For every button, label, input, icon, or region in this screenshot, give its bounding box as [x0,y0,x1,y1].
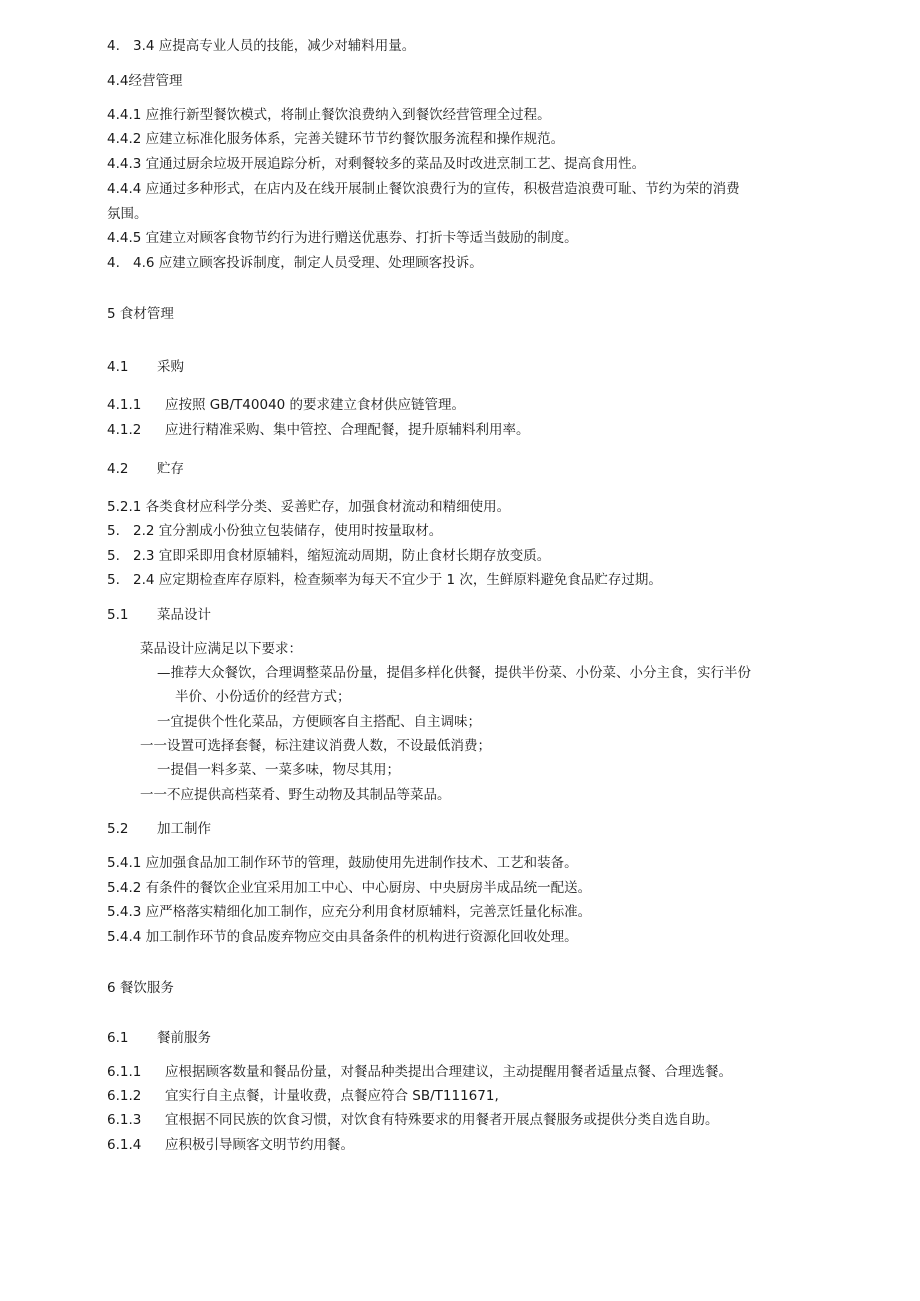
line-number: 5. [107,548,120,564]
line-text: 宜实行自主点餐，计量收费，点餐应符合 SB/T111671, [165,1088,499,1104]
line-number: 6.1.2 [107,1088,142,1104]
section-heading: 4.4经营管理 [107,73,183,89]
line-text: 4.6 应建立顾客投诉制度，制定人员受理、处理顾客投诉。 [133,255,483,271]
subsection-heading: 采购 [157,359,184,375]
line-number: 6.1.4 [107,1137,142,1153]
list-item: —推荐大众餐饮，合理调整菜品份量，提倡多样化供餐，提供半份菜、小份菜、小分主食，实行半份 [157,665,751,681]
line-text: 应根据顾客数量和餐品份量，对餐品种类提出合理建议，主动提醒用餐者适量点餐、合理选餐。 [165,1064,732,1080]
line-text: 4.4.5 宜建立对顾客食物节约行为进行赠送优惠券、打折卡等适当鼓励的制度。 [107,230,578,246]
line-text: 4.4.1 应推行新型餐饮模式，将制止餐饮浪费纳入到餐饮经营管理全过程。 [107,107,551,123]
line-number: 4. [107,255,120,271]
line-number: 6.1.3 [107,1112,142,1128]
line-text: 5.2.1 各类食材应科学分类、妥善贮存，加强食材流动和精细使用。 [107,499,511,515]
line-text: 4.4.2 应建立标准化服务体系，完善关键环节节约餐饮服务流程和操作规范。 [107,131,565,147]
subsection-heading: 餐前服务 [157,1030,211,1046]
list-item: 一一不应提供高档菜肴、野生动物及其制品等菜品。 [140,787,451,803]
line-text: 2.4 应定期检查库存原料，检查频率为每天不宜少于 1 次，生鲜原料避免食品贮存过期。 [133,572,662,588]
line-text: 应按照 GB/T40040 的要求建立食材供应链管理。 [165,397,466,413]
line-text: 2.3 宜即采即用食材原辅料，缩短流动周期，防止食材长期存放变质。 [133,548,551,564]
section-heading: 6 餐饮服务 [107,980,174,996]
line-text: 5.4.4 加工制作环节的食品废弃物应交由具备条件的机构进行资源化回收处理。 [107,929,578,945]
list-item: 一一设置可选择套餐，标注建议消费人数，不设最低消费； [140,738,491,754]
list-item: 一宜提供个性化菜品，方便顾客自主搭配、自主调味； [157,714,481,730]
line-text: 2.2 宜分割成小份独立包装储存，使用时按量取材。 [133,523,443,539]
line-number: 5. [107,523,120,539]
line-number: 5.1 [107,607,129,623]
line-text: 宜根据不同民族的饮食习惯，对饮食有特殊要求的用餐者开展点餐服务或提供分类自选自助。 [165,1112,719,1128]
line-text: 应进行精准采购、集中管控、合理配餐，提升原辅料利用率。 [165,422,530,438]
line-text: 4.4.4 应通过多种形式，在店内及在线开展制止餐饮浪费行为的宣传，积极营造浪费可耻、节约为荣的消费 [107,181,740,197]
line-text: 3.4 应提高专业人员的技能，减少对辅料用量。 [133,38,416,54]
line-number: 6.1.1 [107,1064,142,1080]
list-item: 一提倡一料多菜、一菜多味，物尽其用； [157,762,400,778]
line-number: 5.2 [107,821,129,837]
line-text: 4.4.3 宜通过厨余垃圾开展追踪分析，对剩餐较多的菜品及时改进烹制工艺、提高食用性。 [107,156,646,172]
line-number: 4.1.2 [107,422,142,438]
line-number: 6.1 [107,1030,129,1046]
line-text: 菜品设计应满足以下要求： [140,641,302,657]
line-text: 5.4.2 有条件的餐饮企业宜采用加工中心、中心厨房、中央厨房半成品统一配送。 [107,880,592,896]
line-number: 4.1.1 [107,397,142,413]
line-number: 4.1 [107,359,129,375]
list-item-continuation: 半价、小份适价的经营方式； [175,689,351,705]
section-heading: 5 食材管理 [107,306,174,322]
line-text: 氛围。 [107,206,148,222]
subsection-heading: 加工制作 [157,821,211,837]
subsection-heading: 菜品设计 [157,607,211,623]
line-text: 应积极引导顾客文明节约用餐。 [165,1137,354,1153]
line-text: 5.4.1 应加强食品加工制作环节的管理，鼓励使用先进制作技术、工艺和装备。 [107,855,578,871]
subsection-heading: 贮存 [157,461,184,477]
line-text: 5.4.3 应严格落实精细化加工制作，应充分利用食材原辅料，完善烹饪量化标准。 [107,904,592,920]
line-number: 4. [107,38,120,54]
line-number: 4.2 [107,461,129,477]
line-number: 5. [107,572,120,588]
